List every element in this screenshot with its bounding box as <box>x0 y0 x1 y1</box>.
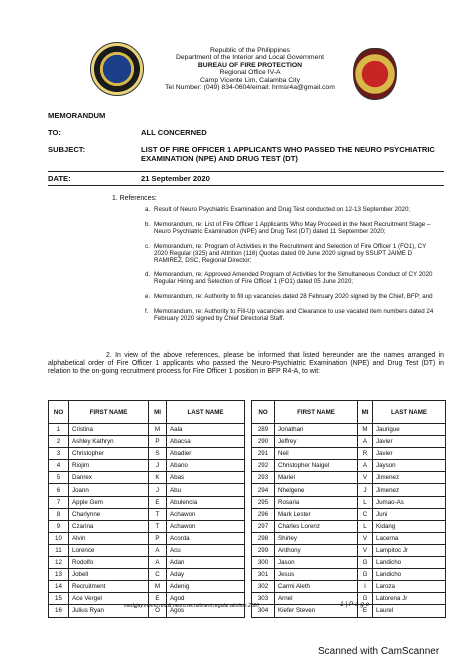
row-mi: I <box>358 581 373 593</box>
row-first-name: Recruitment <box>69 581 149 593</box>
row-no: 297 <box>252 520 275 532</box>
reference-letter: b. <box>145 221 151 228</box>
letterhead <box>150 47 350 91</box>
row-no: 3 <box>49 448 69 460</box>
row-first-name: Jeffrey <box>275 436 358 448</box>
letterhead-line-3: BUREAU OF FIRE PROTECTION <box>197 61 303 69</box>
row-last-name: Jumao-As <box>373 496 446 508</box>
row-last-name: Abulencia <box>167 496 245 508</box>
row-mi: T <box>149 520 167 532</box>
row-mi: A <box>358 460 373 472</box>
row-last-name: Lacerna <box>373 532 446 544</box>
row-first-name: Christopher Naigel <box>275 460 358 472</box>
row-last-name: Laurel <box>373 605 446 617</box>
row-last-name: Kidang <box>373 520 446 532</box>
row-first-name: Nhelgene <box>275 484 358 496</box>
bfp-seal-left-icon <box>90 42 144 96</box>
table-row <box>252 581 446 593</box>
table-row <box>49 496 245 508</box>
row-first-name: Charles Lorenz <box>275 520 358 532</box>
header-last-name: LAST NAME <box>373 401 446 424</box>
row-mi: J <box>358 484 373 496</box>
row-mi: E <box>149 496 167 508</box>
table-row <box>49 484 245 496</box>
row-first-name: Jobell <box>69 569 149 581</box>
row-first-name: Rodolfo <box>69 557 149 569</box>
letterhead-line-5: Camp Vicente Lim, Calamba City <box>200 76 300 84</box>
row-mi: V <box>358 472 373 484</box>
row-first-name: Mark Lester <box>275 508 358 520</box>
row-first-name: Joann <box>69 484 149 496</box>
row-first-name: Ashley Kathryn <box>69 436 149 448</box>
table-row <box>252 472 446 484</box>
row-first-name: Riojim <box>69 460 149 472</box>
row-first-name: Charlynne <box>69 508 149 520</box>
row-last-name: Laroza <box>373 581 446 593</box>
row-last-name: Javier <box>373 448 446 460</box>
row-no: 299 <box>252 544 275 556</box>
table-header-row <box>49 401 245 424</box>
table-row <box>49 508 245 520</box>
row-last-name: Aala <box>167 424 245 436</box>
table-row <box>49 557 245 569</box>
letterhead-line-6: Tel Number: (049) 834-0604/email: hrmsr4a@gmail.com <box>165 84 335 92</box>
row-no: 14 <box>49 581 69 593</box>
row-mi: G <box>358 593 373 605</box>
row-last-name: Landicho <box>373 569 446 581</box>
table-row <box>252 460 446 472</box>
row-mi: J <box>149 484 167 496</box>
row-first-name: Kiefer Steven <box>275 605 358 617</box>
row-mi: R <box>358 448 373 460</box>
table-row <box>49 436 245 448</box>
reference-text: Memorandum, re: Approved Amended Program of Activities for the Simultaneous Conduct of CY 2020 Regular Hiring and Selection of Fire Officer 1 (FO1) dated 05 June 2020; <box>154 271 433 285</box>
row-last-name: Achawon <box>167 520 245 532</box>
row-no: 2 <box>49 436 69 448</box>
row-no: 304 <box>252 605 275 617</box>
row-last-name: Acu <box>167 544 245 556</box>
row-last-name: Landicho <box>373 557 446 569</box>
header-last-name: LAST NAME <box>167 401 245 424</box>
row-no: 12 <box>49 557 69 569</box>
row-last-name: Adenig <box>167 581 245 593</box>
row-first-name: Alvin <box>69 532 149 544</box>
references-label: 1. References: <box>112 195 157 202</box>
row-last-name: Abas <box>167 472 245 484</box>
table-row <box>252 544 446 556</box>
header-first-name: FIRST NAME <box>69 401 149 424</box>
reference-letter: c. <box>145 243 150 250</box>
row-first-name: Arnel <box>275 593 358 605</box>
row-no: 8 <box>49 508 69 520</box>
row-mi: O <box>149 605 167 617</box>
row-last-name: Abacsa <box>167 436 245 448</box>
letterhead-line-2: Department of the Interior and Local Government <box>175 54 325 62</box>
row-no: 10 <box>49 532 69 544</box>
row-first-name: Cristina <box>69 424 149 436</box>
row-no: 7 <box>49 496 69 508</box>
scanner-watermark: Scanned with CamScanner <box>318 646 440 657</box>
letterhead-line-4: Regional Office IV-A <box>219 69 281 77</box>
row-mi: T <box>149 508 167 520</box>
row-mi: G <box>358 557 373 569</box>
row-last-name: Abadier <box>167 448 245 460</box>
row-no: 298 <box>252 532 275 544</box>
row-first-name: Christopher <box>69 448 149 460</box>
row-first-name: Jonathan <box>275 424 358 436</box>
row-no: 294 <box>252 484 275 496</box>
reference-letter: d. <box>145 271 151 278</box>
table-row <box>49 520 245 532</box>
row-no: 290 <box>252 436 275 448</box>
row-no: 291 <box>252 448 275 460</box>
footer-filename: medgjay.memo.result.neuro.recruitment.regular.attrition.2020 <box>124 603 260 609</box>
table-row <box>252 569 446 581</box>
row-last-name: Agos <box>167 605 245 617</box>
row-mi: A <box>149 544 167 556</box>
row-first-name: Jason <box>275 557 358 569</box>
subject-value: LIST OF FIRE OFFICER 1 APPLICANTS WHO PASSED THE NEURO PSYCHIATRIC EXAMINATION (NPE) AND DRUG TEST (DT) <box>141 145 435 163</box>
table-row <box>49 472 245 484</box>
row-mi: P <box>149 532 167 544</box>
row-no: 296 <box>252 508 275 520</box>
table-row <box>252 496 446 508</box>
table-row <box>49 569 245 581</box>
row-first-name: Apple Gem <box>69 496 149 508</box>
row-last-name: Abu <box>167 484 245 496</box>
date-label: DATE: <box>48 174 71 183</box>
row-mi: E <box>149 593 167 605</box>
row-first-name: Rosaria <box>275 496 358 508</box>
memo-title: MEMORANDUM <box>48 111 106 120</box>
row-last-name: Javier <box>373 436 446 448</box>
row-mi: M <box>149 581 167 593</box>
row-first-name: Julius Ryan <box>69 605 149 617</box>
date-value: 21 September 2020 <box>141 174 210 183</box>
row-mi: V <box>358 532 373 544</box>
row-mi: C <box>358 508 373 520</box>
header-mi: MI <box>358 401 373 424</box>
table-row <box>252 520 446 532</box>
row-no: 9 <box>49 520 69 532</box>
row-no: 295 <box>252 496 275 508</box>
row-no: 13 <box>49 569 69 581</box>
reference-text: Memorandum, re: Authority to Fill-Up vacancies and Clearance to use vacated item numbers dated 24 February 2020 signed by Chief Directorial Staff. <box>154 308 434 322</box>
table-row <box>252 448 446 460</box>
table-row <box>49 581 245 593</box>
row-last-name: Jaurigue <box>373 424 446 436</box>
reference-letter: e. <box>145 293 151 300</box>
row-mi: G <box>358 569 373 581</box>
row-last-name: Achawon <box>167 508 245 520</box>
applicants-table-left <box>48 400 245 618</box>
row-mi: A <box>358 436 373 448</box>
table-row <box>252 508 446 520</box>
row-no: 301 <box>252 569 275 581</box>
table-row <box>252 532 446 544</box>
reference-text: Memorandum, re: Authority to fill up vacancies dated 28 February 2020 signed by the Chief, BFP; and <box>154 293 433 300</box>
row-no: 15 <box>49 593 69 605</box>
reference-letter: f. <box>145 308 149 315</box>
divider-top <box>48 171 444 172</box>
table-row <box>49 460 245 472</box>
header-no: NO <box>252 401 275 424</box>
table-row <box>49 448 245 460</box>
row-no: 293 <box>252 472 275 484</box>
row-first-name: Carmi Aleth <box>275 581 358 593</box>
to-value: ALL CONCERNED <box>141 128 207 137</box>
row-last-name: Aday <box>167 569 245 581</box>
row-mi: S <box>149 448 167 460</box>
row-last-name: Acorda <box>167 532 245 544</box>
row-no: 5 <box>49 472 69 484</box>
row-no: 6 <box>49 484 69 496</box>
row-last-name: Jimenez <box>373 484 446 496</box>
page-number: 1 | P a g e <box>340 601 370 608</box>
bfp-badge-right-icon <box>353 48 397 100</box>
row-mi: L <box>358 520 373 532</box>
header-first-name: FIRST NAME <box>275 401 358 424</box>
table-row <box>252 557 446 569</box>
reference-letter: a. <box>145 206 151 213</box>
row-mi: L <box>358 496 373 508</box>
table-row <box>252 436 446 448</box>
row-mi: K <box>149 472 167 484</box>
row-mi: C <box>149 569 167 581</box>
row-no: 11 <box>49 544 69 556</box>
row-last-name: Adan <box>167 557 245 569</box>
reference-text: Result of Neuro Psychiatric Examination and Drug Test conducted on 12-13 September 2020; <box>154 206 411 213</box>
row-no: 289 <box>252 424 275 436</box>
table-row <box>252 424 446 436</box>
reference-text: Memorandum, re: List of Fire Officer 1 Applicants Who May Proceed in the Next Recruitment Stage – Neuro Psychiatric Examination (NPE) and Drug Test (DT) dated 11 September 2020; <box>154 221 431 235</box>
row-mi: V <box>358 544 373 556</box>
row-last-name: Juni <box>373 508 446 520</box>
row-first-name: Neil <box>275 448 358 460</box>
row-last-name: Latorena Jr <box>373 593 446 605</box>
row-first-name: Czarina <box>69 520 149 532</box>
divider-bottom <box>48 185 444 186</box>
header-mi: MI <box>149 401 167 424</box>
row-first-name: Danrex <box>69 472 149 484</box>
table-row <box>49 544 245 556</box>
row-mi: M <box>149 424 167 436</box>
row-last-name: Lampitoc Jr <box>373 544 446 556</box>
row-first-name: Anthony <box>275 544 358 556</box>
row-first-name: Jesus <box>275 569 358 581</box>
row-mi: P <box>149 436 167 448</box>
row-no: 303 <box>252 593 275 605</box>
to-label: TO: <box>48 128 61 137</box>
row-mi: E <box>358 605 373 617</box>
row-mi: M <box>358 424 373 436</box>
row-no: 292 <box>252 460 275 472</box>
subject-label: SUBJECT: <box>48 145 86 154</box>
row-no: 1 <box>49 424 69 436</box>
row-no: 302 <box>252 581 275 593</box>
table-row <box>252 484 446 496</box>
row-first-name: Mariel <box>275 472 358 484</box>
row-last-name: Agod <box>167 593 245 605</box>
letterhead-line-1: Republic of the Philippines <box>209 47 291 54</box>
row-mi: A <box>149 557 167 569</box>
row-no: 300 <box>252 557 275 569</box>
row-last-name: Jimenez <box>373 472 446 484</box>
table-row <box>49 532 245 544</box>
row-first-name: Ace Vergel <box>69 593 149 605</box>
row-no: 16 <box>49 605 69 617</box>
row-first-name: Shirley <box>275 532 358 544</box>
body-paragraph: 2. In view of the above references, please be informed that listed hereunder are the names arranged in alphabetical order of Fire Officer 1 applicants who passed the Neuro-Psychiatric Examination (NPE) and Drug Test (DT) in relation to the on-going recruitment process for Fire Officer 1 position in BFP R4-A, to wit: <box>48 352 444 375</box>
row-first-name: Lorence <box>69 544 149 556</box>
table-header-row <box>252 401 446 424</box>
reference-text: Memorandum, re: Program of Activities in the Recruitment and Selection of Fire Officer 1 (FO1), CY 2020 Regular (325) and Attrition (116) Quotas dated 09 June 2020 signed by SSUPT JAIME D RAMIREZ, DSC, Regional Director; <box>154 243 427 264</box>
row-last-name: Abario <box>167 460 245 472</box>
row-mi: J <box>149 460 167 472</box>
row-last-name: Jayson <box>373 460 446 472</box>
table-row <box>49 424 245 436</box>
header-no: NO <box>49 401 69 424</box>
row-no: 4 <box>49 460 69 472</box>
applicants-table-right <box>251 400 446 618</box>
